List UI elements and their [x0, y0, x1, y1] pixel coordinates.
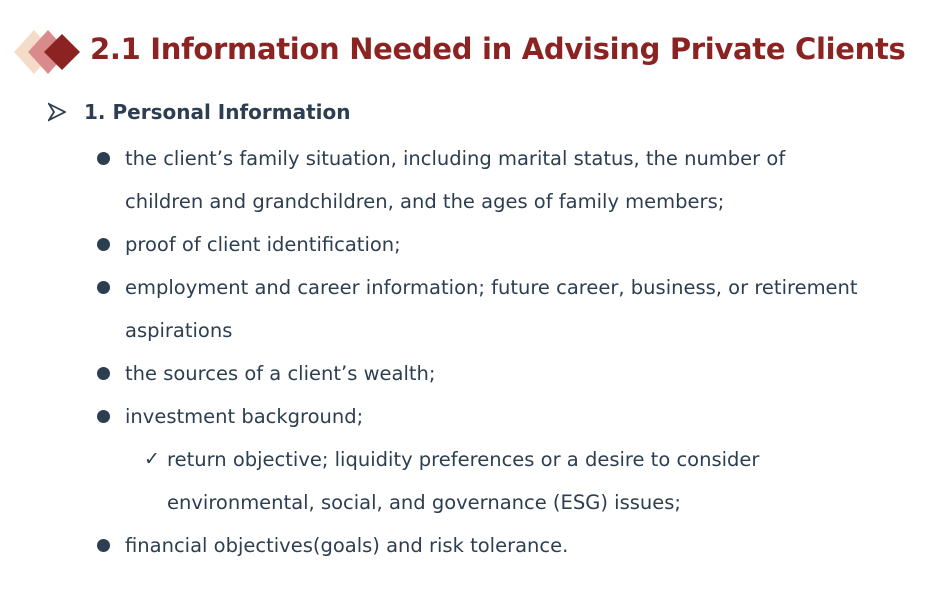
- section-heading: [48, 100, 350, 124]
- bullet-text: the client’s family situation, including marital status, the number of: [125, 147, 786, 170]
- section-label: 1. Personal Information: [84, 100, 351, 124]
- bullet-text: employment and career information; future career, business, or retirement: [125, 276, 858, 299]
- bullet-dot-icon: [97, 410, 110, 423]
- slide-title: 2.1 Information Needed in Advising Private Clients: [90, 32, 906, 66]
- bullet-item: [96, 395, 926, 438]
- bullet-text: proof of client identification;: [125, 233, 401, 256]
- bullet-text: investment background;: [125, 405, 364, 428]
- bullet-text: financial objectives(goals) and risk tolerance.: [125, 534, 569, 557]
- arrowhead-bullet-icon: [48, 102, 66, 122]
- bullet-dot-icon: [97, 367, 110, 380]
- bullet-item: [96, 137, 926, 223]
- bullet-item: [96, 524, 926, 567]
- bullet-dot-icon: [97, 152, 110, 165]
- bullet-dot-icon: [97, 539, 110, 552]
- bullet-item: [96, 223, 926, 266]
- bullet-dot-icon: [97, 281, 110, 294]
- bullet-text: aspirations: [125, 319, 233, 342]
- bullet-item: [96, 266, 926, 352]
- bullet-dot-icon: [97, 238, 110, 251]
- bullet-text: the sources of a client’s wealth;: [125, 362, 436, 385]
- bullet-list: [96, 137, 926, 567]
- sub-bullet-text: environmental, social, and governance (ESG) issues;: [167, 491, 681, 514]
- sub-bullet-item: [96, 438, 926, 524]
- checkmark-icon: ✓: [144, 448, 160, 470]
- bullet-text: children and grandchildren, and the ages of family members;: [125, 190, 725, 213]
- sub-bullet-text: return objective; liquidity preferences or a desire to consider: [167, 448, 760, 471]
- stacked-diamonds-icon: [12, 26, 84, 78]
- bullet-item: [96, 352, 926, 395]
